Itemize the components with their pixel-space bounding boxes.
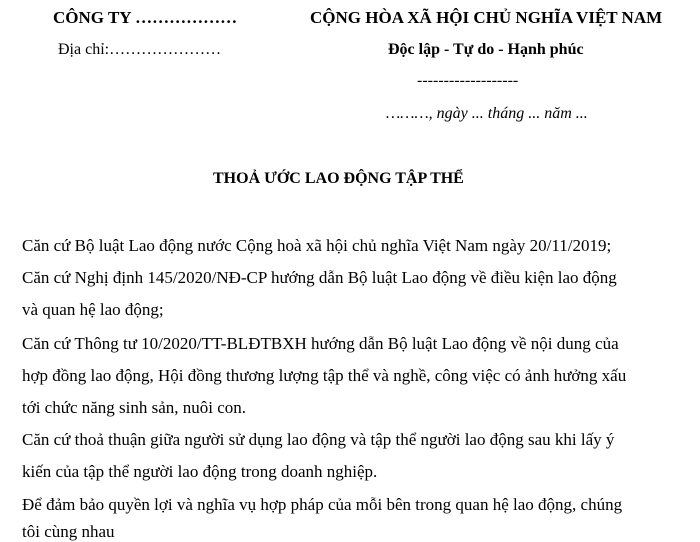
body-line: Căn cứ Nghị định 145/2020/NĐ-CP hướng dẫn Bộ luật Lao động về điều kiện lao động [22, 268, 617, 287]
document-title: THOẢ ƯỚC LAO ĐỘNG TẬP THỂ [213, 170, 464, 187]
company-address: Địa chỉ:………………… [58, 41, 222, 58]
body-line: kiến của tập thể người lao động trong doanh nghiệp. [22, 462, 378, 481]
body-line: hợp đồng lao động, Hội đồng thương lượng tập thể và nghề, công việc có ảnh hưởng xấu [22, 366, 627, 385]
body-line: Căn cứ Bộ luật Lao động nước Cộng hoà xã hội chủ nghĩa Việt Nam ngày 20/11/2019; [22, 236, 612, 255]
body-line: và quan hệ lao động; [22, 300, 164, 319]
company-name: CÔNG TY ……………… [53, 8, 238, 27]
body-line: Căn cứ Thông tư 10/2020/TT-BLĐTBXH hướng dẫn Bộ luật Lao động về nội dung của [22, 334, 619, 353]
header-divider: ------------------- [417, 72, 519, 89]
body-line: Căn cứ thoả thuận giữa người sử dụng lao động và tập thể người lao động sau khi lấy ý [22, 430, 615, 449]
nation-title: CỘNG HÒA XÃ HỘI CHỦ NGHĨA VIỆT NAM [310, 8, 663, 27]
body-line: tới chức năng sinh sản, nuôi con. [22, 398, 247, 417]
body-line: Để đảm bảo quyền lợi và nghĩa vụ hợp pháp của mỗi bên trong quan hệ lao động, chúng [22, 495, 623, 514]
date-line: ………, ngày ... tháng ... năm ... [386, 105, 588, 122]
national-motto: Độc lập - Tự do - Hạnh phúc [388, 41, 584, 58]
body-line: tôi cùng nhau [22, 522, 115, 541]
